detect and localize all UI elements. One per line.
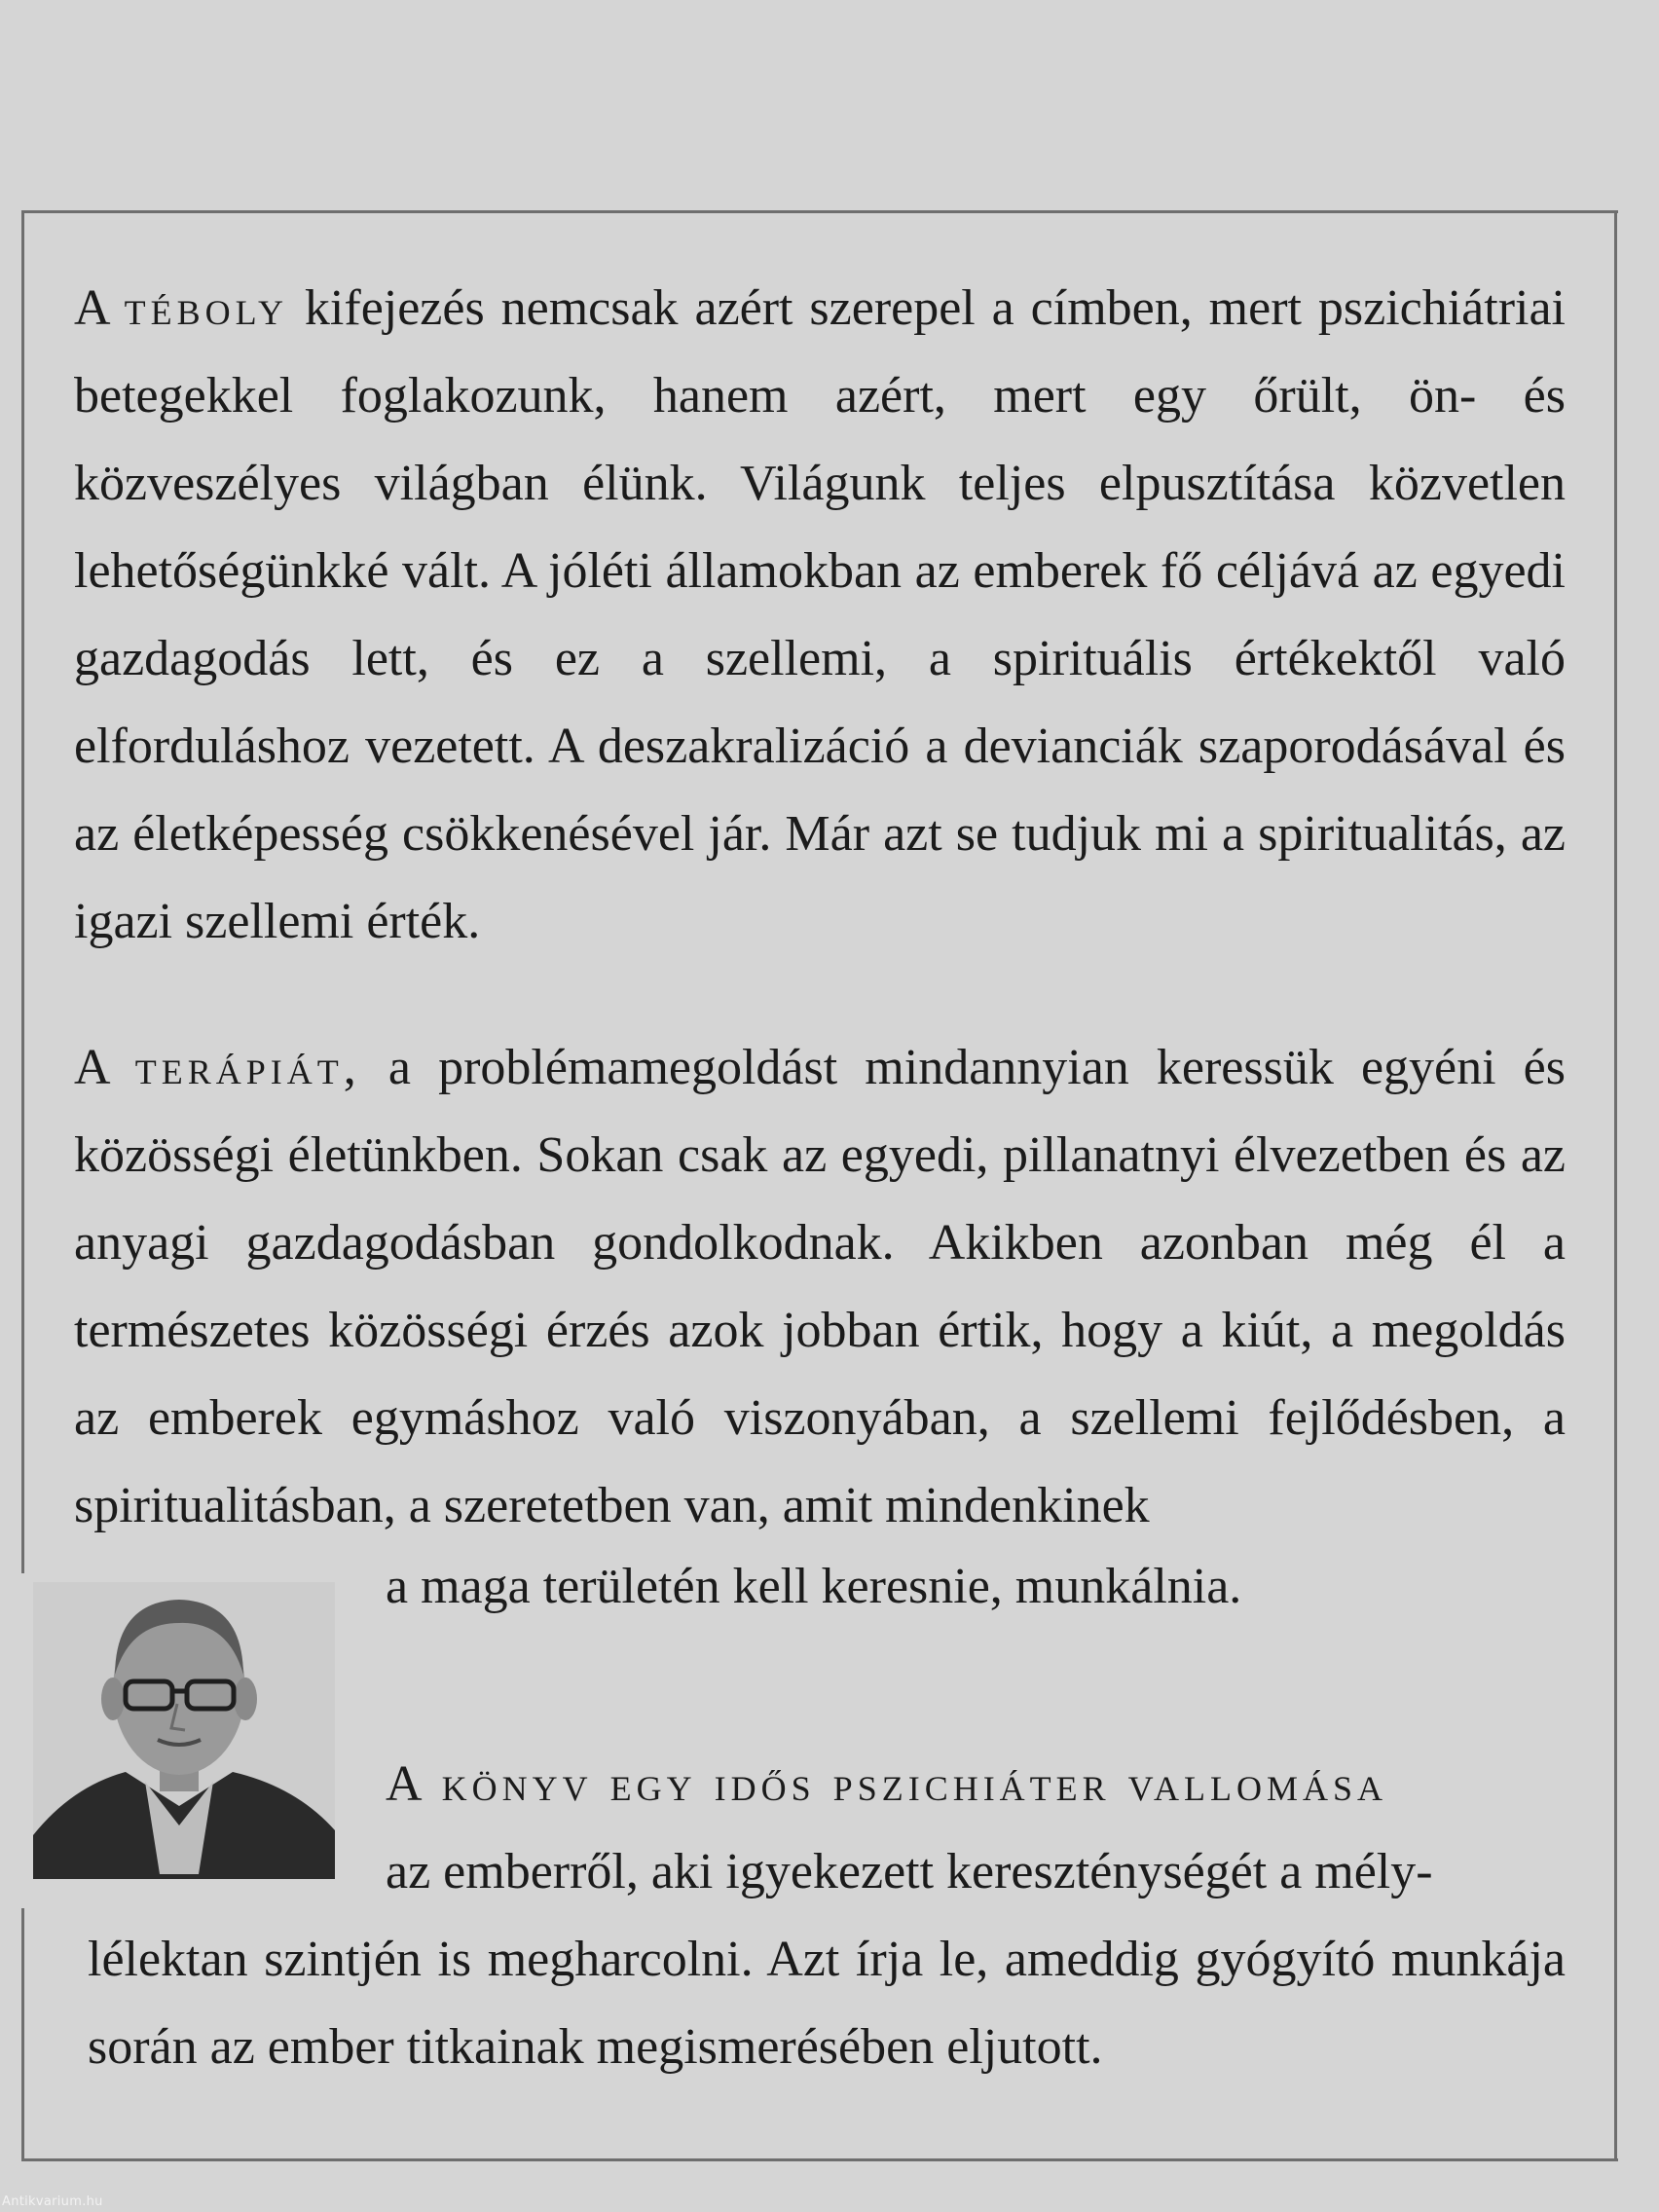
author-portrait-drawing (33, 1582, 335, 1879)
frame-border-bottom (21, 2158, 1618, 2161)
frame-border-left-lower (21, 1908, 24, 2161)
keyword-teboly: téboly (124, 280, 288, 336)
author-portrait (33, 1582, 335, 1879)
frame-border-top (21, 210, 1618, 213)
paragraph-konyv-intro (386, 1741, 1566, 1916)
paragraph-konyv-line2: az emberről, aki igyekezett kereszténységét a mély- (386, 1844, 1433, 1899)
watermark: Antikvarium.hu (2, 2194, 103, 2209)
frame-border-right (1614, 210, 1617, 2161)
keyword-terapiat: terápiát, (134, 1040, 361, 1095)
paragraph-teboly-text: kifejezés nemcsak azért szerepel a címben, mert pszichiátriai betegekkel foglakozunk, hanem azért, mert egy őrült, ön- és közveszélyes világban élünk. Világunk teljes elpusztítása közvetlen lehetőségünkké vált. A jóléti államokban az emberek fő céljává az egyedi gazdagodás lett, és ez a szellemi, a spirituális értékektől való elforduláshoz vezetett. A deszakralizáció a devianciák szaporodásával és az életképesség csökkenésével jár. Már azt se tudjuk mi a spiritualitás, az igazi szellemi érték. (74, 280, 1566, 949)
paragraph-lead-letter: A (74, 1040, 108, 1095)
keyword-konyv-egy-idos-pszichiater: A könyv egy idős pszichiáter vallomása (386, 1756, 1388, 1812)
paragraph-terapia-tail: a maga területén kell keresnie, munkálnia. (386, 1559, 1242, 1614)
paragraph-lead-letter: A (74, 280, 108, 336)
paragraph-terapia (74, 1024, 1566, 1550)
paragraph-konyv-rest: lélektan szintjén is megharcolni. Azt írja le, ameddig gyógyító munkája során az ember titkainak megismerésében eljutott. (88, 1932, 1566, 2075)
frame-border-left-upper (21, 210, 24, 1573)
paragraph-teboly (74, 265, 1566, 966)
paragraph-terapia-text: a problémamegoldást mindannyian keressük egyéni és közösségi életünkben. Sokan csak az egyedi, pillanatnyi élvezetben és az anyagi gazdagodásban gondolkodnak. Akikben azonban még él a természetes közösségi érzés azok jobban értik, hogy a kiút, a megoldás az emberek egymáshoz való viszonyában, a szellemi fejlődésben, a spiritualitásban, a szeretetben van, amit mindenkinek (74, 1040, 1566, 1533)
